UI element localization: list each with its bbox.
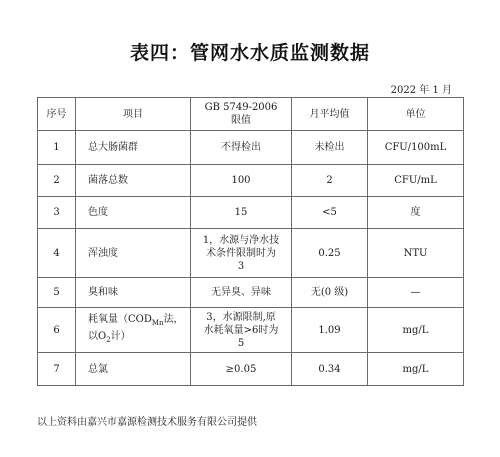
cell-avg: 0.34 xyxy=(292,353,368,386)
cell-limit-line2: 术条件限制时为 xyxy=(206,247,276,259)
header-monthly-avg: 月平均值 xyxy=(292,98,368,131)
cell-limit: 100 xyxy=(191,165,292,197)
cell-item: 臭和味 xyxy=(76,278,191,308)
cell-limit: 无异臭、异味 xyxy=(191,278,292,308)
cell-limit-line3: 3 xyxy=(237,260,245,272)
cell-unit: mg/L xyxy=(368,308,464,353)
cell-item: 总氯 xyxy=(76,353,191,386)
cell-limit: 不得检出 xyxy=(191,131,292,165)
page-title: 表四：管网水水质监测数据 xyxy=(129,42,370,64)
cell-no: 7 xyxy=(38,353,76,386)
cell-item-post: 计） xyxy=(110,331,131,342)
cell-unit: mg/L xyxy=(368,353,464,386)
cell-avg: 未检出 xyxy=(292,131,368,165)
table-row xyxy=(38,308,464,353)
cell-no: 2 xyxy=(38,165,76,197)
cell-avg: 1.09 xyxy=(292,308,368,353)
cell-limit: 15 xyxy=(191,197,292,229)
table-row xyxy=(38,197,464,229)
cell-no: 1 xyxy=(38,131,76,165)
cell-item: 总大肠菌群 xyxy=(76,131,191,165)
source-note: 以上资料由嘉兴市嘉源检测技术服务有限公司提供 xyxy=(37,417,257,428)
cell-item: 菌落总数 xyxy=(76,165,191,197)
cell-item-mid: 法，以O xyxy=(88,314,184,342)
cell-item: 浑浊度 xyxy=(76,229,191,278)
cell-limit xyxy=(191,308,292,353)
cell-avg: 2 xyxy=(292,165,368,197)
cell-no: 5 xyxy=(38,278,76,308)
cell-item-sub2: 2 xyxy=(106,336,111,344)
cell-avg: <5 xyxy=(292,197,368,229)
header-item: 项目 xyxy=(76,98,191,131)
cell-item: 色度 xyxy=(76,197,191,229)
header-unit: 单位 xyxy=(368,98,464,131)
cell-unit: NTU xyxy=(368,229,464,278)
cell-unit: CFU/100mL xyxy=(368,131,464,165)
cell-avg: 0.25 xyxy=(292,229,368,278)
cell-unit: — xyxy=(368,278,464,308)
cell-avg: 无(0 级) xyxy=(292,278,368,308)
table-row xyxy=(38,229,464,278)
cell-limit xyxy=(191,229,292,278)
table-row xyxy=(38,131,464,165)
table-row xyxy=(38,353,464,386)
cell-unit: CFU/mL xyxy=(368,165,464,197)
cell-limit-line1: 3，水源限制,原 xyxy=(206,311,276,323)
table-header-row xyxy=(38,98,464,131)
cell-item-pre: 耗氧量（COD xyxy=(88,314,152,325)
cell-no: 3 xyxy=(38,197,76,229)
header-standard xyxy=(191,98,292,131)
cell-item-sub: Mn xyxy=(151,319,164,327)
header-standard-line1: GB 5749-2006 xyxy=(204,102,278,113)
cell-limit-line3: 5 xyxy=(237,337,245,349)
header-no: 序号 xyxy=(38,98,76,131)
cell-no: 6 xyxy=(38,308,76,353)
header-standard-line2: 限值 xyxy=(231,115,251,126)
table-row xyxy=(38,165,464,197)
cell-limit-line1: 1，水源与净水技 xyxy=(202,234,280,246)
table-row xyxy=(38,278,464,308)
cell-item xyxy=(76,308,191,353)
cell-limit-line2: 水耗氧量>6时为 xyxy=(203,324,279,336)
report-date: 2022 年 1 月 xyxy=(390,85,452,96)
cell-unit: 度 xyxy=(368,197,464,229)
cell-no: 4 xyxy=(38,229,76,278)
cell-limit: ≥0.05 xyxy=(191,353,292,386)
water-quality-table xyxy=(37,97,464,386)
